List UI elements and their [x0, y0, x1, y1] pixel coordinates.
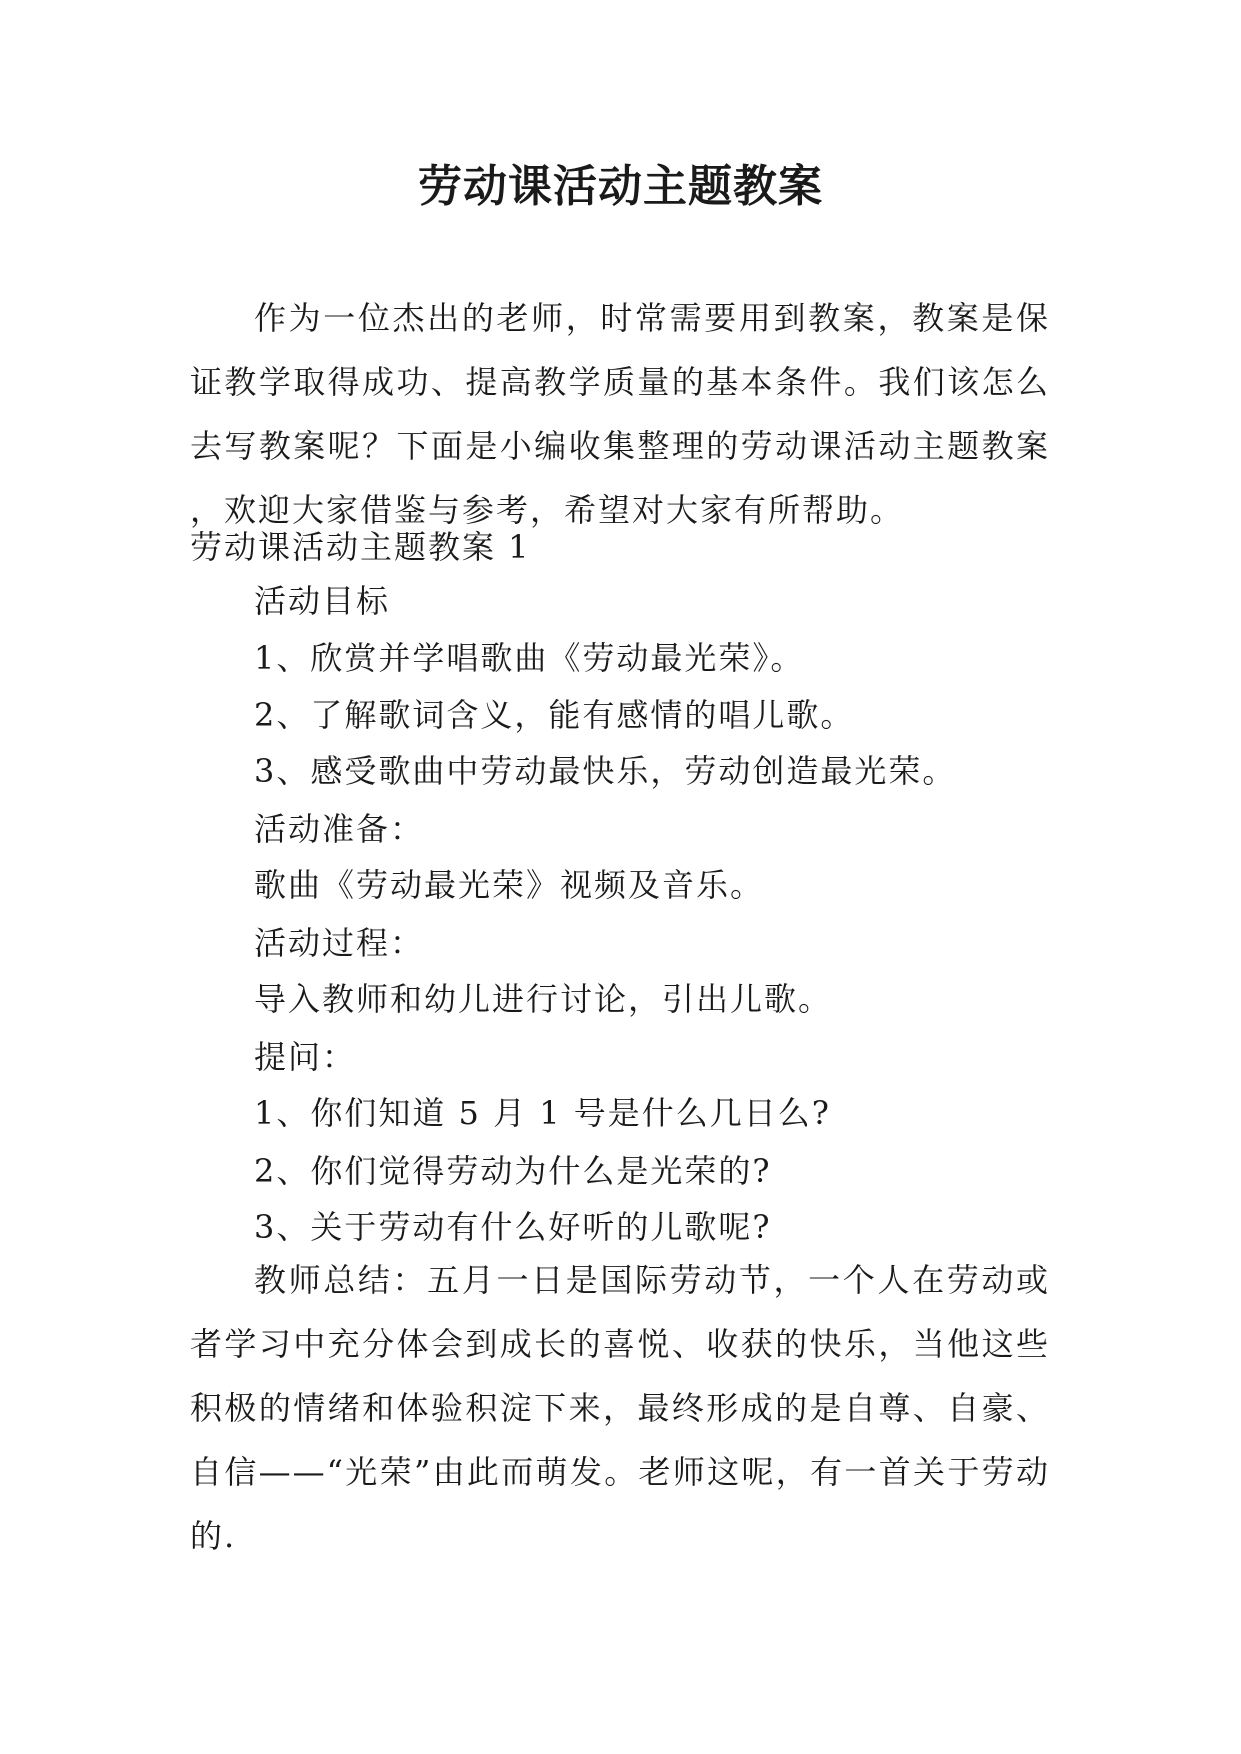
preparation-label: 活动准备： — [254, 810, 425, 848]
objective-item: 3、感受歌曲中劳动最快乐，劳动创造最光荣。 — [254, 752, 957, 790]
questions-label: 提问： — [254, 1038, 357, 1076]
preparation-text: 歌曲《劳动最光荣》视频及音乐。 — [254, 866, 765, 904]
document-title: 劳动课活动主题教案 — [418, 161, 823, 212]
teacher-summary-paragraph: 教师总结：五月一日是国际劳动节，一个人在劳动或者学习中充分体会到成长的喜悦、收获的快乐，当他这些积极的情绪和体验积淀下来，最终形成的是自尊、自豪、自信——“光荣”由此而萌发。老师这呢，有一首关于劳动的. — [190, 1261, 1050, 1555]
section-heading: 劳动课活动主题教案 1 — [190, 528, 531, 566]
process-text: 导入教师和幼儿进行讨论，引出儿歌。 — [254, 980, 833, 1018]
question-item: 2、你们觉得劳动为什么是光荣的? — [254, 1152, 772, 1190]
process-label: 活动过程： — [254, 924, 425, 962]
question-item: 3、关于劳动有什么好听的儿歌呢? — [254, 1208, 772, 1246]
question-item: 1、你们知道 5 月 1 号是什么几日么? — [254, 1094, 831, 1132]
objective-item: 2、了解歌词含义，能有感情的唱儿歌。 — [254, 696, 855, 734]
objectives-label: 活动目标 — [254, 582, 391, 620]
objective-item: 1、欣赏并学唱歌曲《劳动最光荣》。 — [254, 639, 805, 677]
intro-paragraph: 作为一位杰出的老师，时常需要用到教案，教案是保证教学取得成功、提高教学质量的基本条件。我们该怎么去写教案呢？下面是小编收集整理的劳动课活动主题教案 ，欢迎大家借鉴与参考，希望对大家有所帮助。 — [190, 299, 1050, 529]
